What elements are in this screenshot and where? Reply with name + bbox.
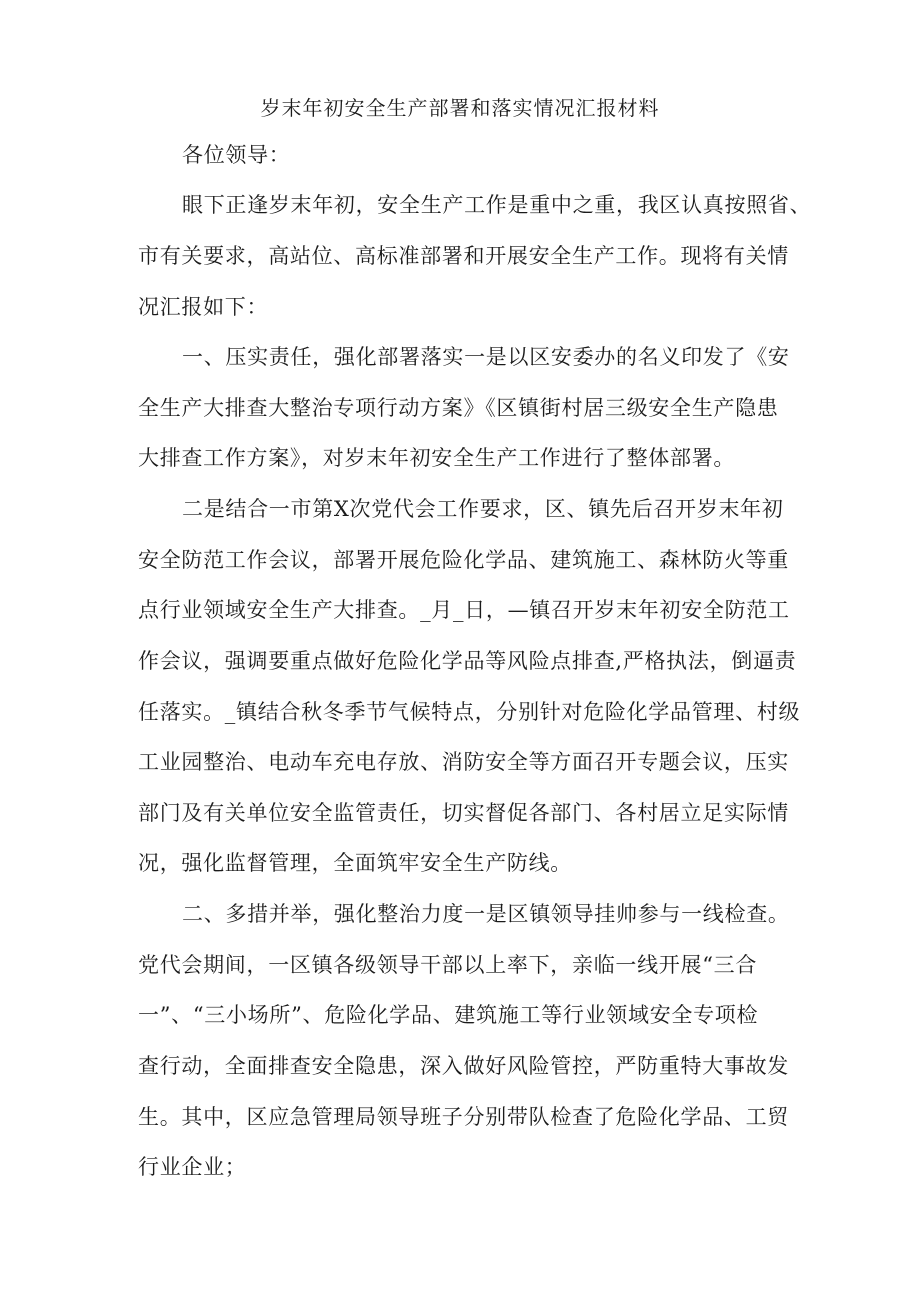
paragraph-line: 全生产大排查大整治专项行动方案》《区镇街村居三级安全生产隐患 bbox=[138, 395, 779, 420]
paragraph-line: 市有关要求，高站位、高标准部署和开展安全生产工作。现将有关情 bbox=[138, 243, 789, 268]
paragraph-line: 一、压实责任，强化部署落实一是以区安委办的名义印发了《安 bbox=[182, 345, 790, 370]
paragraph bbox=[138, 889, 818, 1193]
salutation: 各位领导： bbox=[182, 142, 291, 167]
paragraph-line: 行业企业； bbox=[138, 1155, 247, 1180]
paragraph-line: 一”、“三小场所”、危险化学品、建筑施工等行业领域安全专项检 bbox=[138, 1003, 759, 1028]
paragraph bbox=[138, 332, 818, 484]
paragraph-line: 眼下正逢岁末年初，安全生产工作是重中之重，我区认真按照省、 bbox=[182, 193, 812, 218]
paragraph-line: 工业园整治、电动车充电存放、消防安全等方面召开专题会议，压实 bbox=[138, 750, 789, 775]
paragraph-line: 安全防范工作会议，部署开展危险化学品、建筑施工、森林防火等重 bbox=[138, 547, 789, 572]
paragraph-line: 二、多措并举，强化整治力度一是区镇领导挂帅参与一线检查。 bbox=[182, 902, 790, 927]
paragraph-line: 作会议，强调要重点做好危险化学品等风险点排查,严格执法，倒逼责 bbox=[138, 648, 797, 673]
paragraph bbox=[138, 484, 818, 889]
paragraph-line: 大排查工作方案》，对岁末年初安全生产工作进行了整体部署。 bbox=[138, 446, 736, 471]
paragraph bbox=[138, 180, 818, 332]
paragraph-line: 任落实。_镇结合秋冬季节气候特点，分别针对危险化学品管理、村级 bbox=[138, 699, 801, 724]
document-title: 岁末年初安全生产部署和落实情况汇报材料 bbox=[260, 96, 660, 120]
paragraph-line: 查行动，全面排查安全隐患，深入做好风险管控，严防重特大事故发 bbox=[138, 1053, 789, 1078]
paragraph-line: 况，强化监督管理，全面筑牢安全生产防线。 bbox=[138, 851, 572, 876]
paragraph-line: 生。其中，区应急管理局领导班子分别带队检查了危险化学品、工贸 bbox=[138, 1104, 789, 1129]
paragraph-line: 点行业领域安全生产大排查。_月_日，—镇召开岁末年初安全防范工 bbox=[138, 598, 790, 623]
paragraph-line: 党代会期间，一区镇各级领导干部以上率下，亲临一线开展“三合 bbox=[138, 952, 758, 977]
paragraph-line: 部门及有关单位安全监管责任，切实督促各部门、各村居立足实际情 bbox=[138, 800, 789, 825]
document-body bbox=[138, 130, 818, 1193]
paragraph-line: 况汇报如下： bbox=[138, 294, 269, 319]
paragraph-line: 二是结合一市第X次党代会工作要求，区、镇先后召开岁末年初 bbox=[182, 497, 784, 522]
